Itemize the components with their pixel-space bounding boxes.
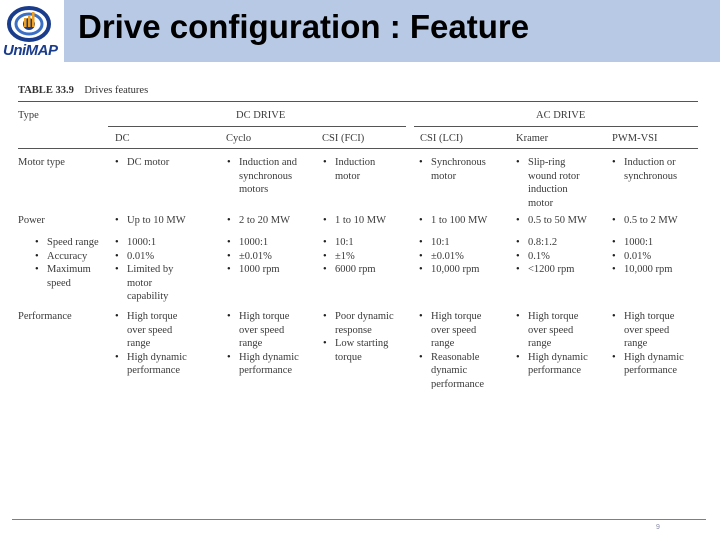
col-header-dc: DC — [115, 133, 130, 144]
drives-features-table — [18, 84, 698, 389]
sub-label-accuracy: • Accuracy — [47, 250, 87, 264]
sub-values-pwm-vsi: • 1000:1 • 0.01% • 10,000 rpm — [624, 236, 672, 277]
power-csi-fci: • 1 to 10 MW — [335, 214, 386, 228]
power-pwm-vsi: • 0.5 to 2 MW — [624, 214, 678, 228]
motor-type-csi-lci: • Synchronous motor — [431, 156, 486, 183]
sub-label-maximum-speed: • Maximum speed — [47, 263, 91, 290]
logo-swirl-icon — [5, 4, 59, 44]
ac-group-rule — [414, 126, 698, 127]
group-ac-drive: AC DRIVE — [536, 110, 586, 121]
dc-accuracy: • 0.01% — [127, 250, 173, 264]
col-header-csi-lci: CSI (LCI) — [420, 133, 463, 144]
power-cyclo: • 2 to 20 MW — [239, 214, 290, 228]
col-header-pwm-vsi: PWM-VSI — [612, 133, 658, 144]
slide-title: Drive configuration : Feature — [78, 8, 530, 45]
sub-values-cyclo: • 1000:1 • ±0.01% • 1000 rpm — [239, 236, 280, 277]
col-header-cyclo: Cyclo — [226, 133, 252, 144]
logo-text: UniMAP — [3, 42, 58, 59]
group-dc-drive: DC DRIVE — [236, 110, 286, 121]
row-label-motor-type: Motor type — [18, 157, 65, 168]
unimap-logo — [0, 0, 64, 62]
sub-values-csi-lci: • 10:1 • ±0.01% • 10,000 rpm — [431, 236, 479, 277]
performance-dc: • High torque over speed range • High dynamic performance — [127, 310, 187, 378]
col-header-csi-fci: CSI (FCI) — [322, 133, 365, 144]
sub-label-speed-range: • Speed range — [47, 236, 99, 250]
motor-type-dc: • DC motor — [127, 156, 169, 170]
motor-type-csi-fci: • Induction motor — [335, 156, 375, 183]
sub-values-csi-fci: • 10:1 • ±1% • 6000 rpm — [335, 236, 376, 277]
motor-type-pwm-vsi: • Induction or synchronous — [624, 156, 677, 183]
dc-max-speed: • Limited by motor capability — [127, 263, 173, 304]
dc-group-rule — [108, 126, 406, 127]
power-dc: • Up to 10 MW — [127, 214, 186, 228]
table-caption-title: Drives features — [84, 85, 149, 96]
performance-csi-fci: • Poor dynamic response • Low starting torque — [335, 310, 394, 364]
performance-pwm-vsi: • High torque over speed range • High dynamic performance — [624, 310, 684, 378]
power-kramer: • 0.5 to 50 MW — [528, 214, 587, 228]
sub-values-dc — [127, 236, 173, 304]
table-caption — [18, 84, 148, 98]
motor-type-cyclo: • Induction and synchronous motors — [239, 156, 297, 197]
row-label-performance: Performance — [18, 311, 72, 322]
row-label-power: Power — [18, 215, 45, 226]
page-number: 9 — [656, 524, 660, 531]
footer-rule — [12, 519, 706, 520]
power-csi-lci: • 1 to 100 MW — [431, 214, 487, 228]
motor-type-kramer: • Slip-ring wound rotor induction motor — [528, 156, 580, 210]
table-top-rule — [18, 101, 698, 102]
performance-cyclo: • High torque over speed range • High dynamic performance — [239, 310, 299, 378]
table-caption-number: TABLE 33.9 — [18, 85, 74, 96]
header-bottom-rule — [18, 148, 698, 149]
performance-kramer: • High torque over speed range • High dynamic performance — [528, 310, 588, 378]
type-label: Type — [18, 110, 39, 121]
performance-csi-lci: • High torque over speed range • Reasonable dynamic performance — [431, 310, 484, 389]
sub-values-kramer: • 0.8:1.2 • 0.1% • <1200 rpm — [528, 236, 574, 277]
dc-speed-range: • 1000:1 — [127, 236, 173, 250]
col-header-kramer: Kramer — [516, 133, 549, 144]
